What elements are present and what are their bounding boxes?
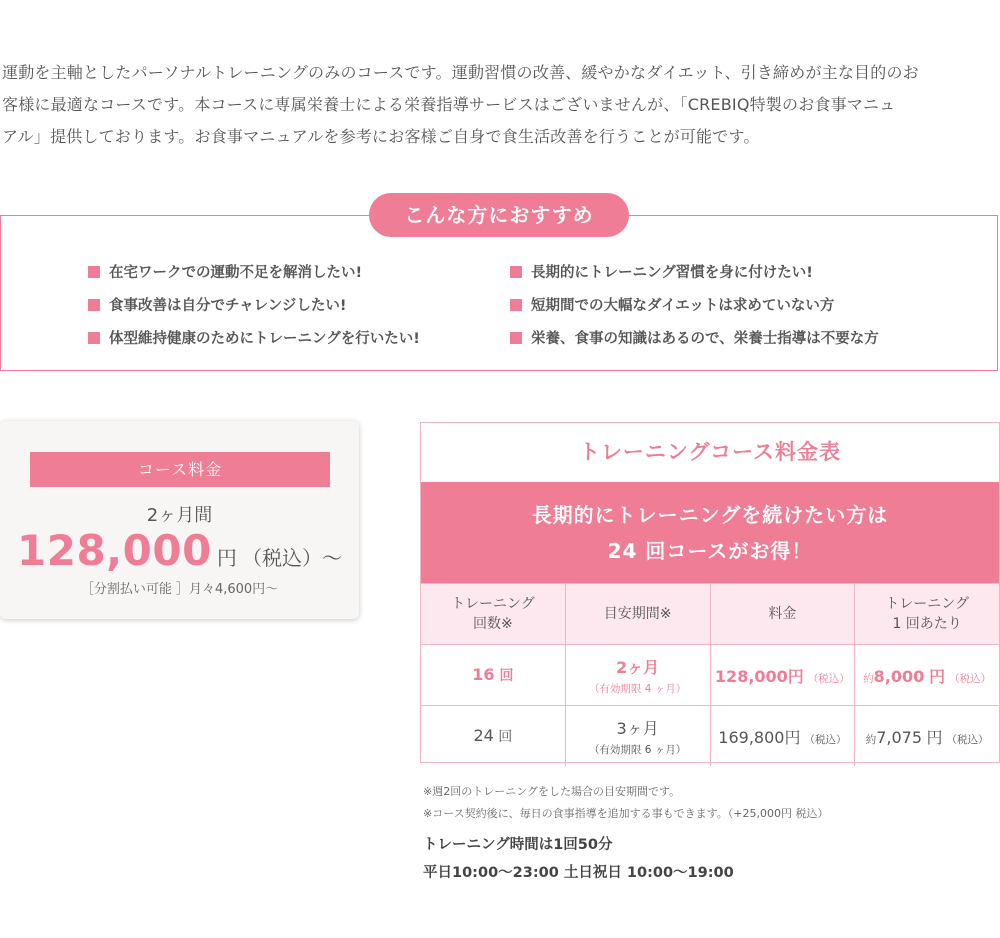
training-hours [423,831,734,887]
price-tax: （税込）〜 [241,546,342,570]
bullet-square-icon [88,266,100,278]
row-count: 24 回 [473,726,513,745]
recommend-item: 体型維持健康のためにトレーニングを行いたい! [88,321,420,354]
recommend-item: 栄養、食事の知識はあるので、栄養士指導は不要な方 [510,321,879,354]
description-line: 運動を主軸としたパーソナルトレーニングのみのコースです。運動習慣の改善、緩やかなダイエット、引き締めが主な目的のお [2,63,919,82]
table-row-24 [421,705,999,766]
recommend-list-right [510,255,879,354]
fee-table [420,422,1000,763]
bullet-square-icon [510,266,522,278]
price-card-label: コース料金 [30,452,330,487]
recommend-item: 短期間での大幅なダイエットは求めていない方 [510,288,879,321]
opening-hours: 平日10:00〜23:00 土日祝日 10:00〜19:00 [423,865,734,881]
row-price: 128,000円 （税込） [710,645,855,705]
description-line: 客様に最適なコースです。本コースに専属栄養士による栄養指導サービスはございませんが、「CREBIQ特製のお食事マニュ [2,95,896,114]
course-description [2,57,1000,153]
bullet-square-icon [510,299,522,311]
table-header-row [421,583,999,644]
recommend-item: 長期的にトレーニング習慣を身に付けたい! [510,255,879,288]
recommend-item: 在宅ワークでの運動不足を解消したい! [88,255,420,288]
table-row-16 [421,644,999,705]
bullet-square-icon [88,299,100,311]
bullet-square-icon [88,332,100,344]
header-period: 目安期間※ [565,584,710,644]
price-period: 2ヶ月間 [146,505,213,526]
footnote: ※コース契約後に、毎日の食事指導を追加する事もできます。（+25,000円 税込） [423,807,829,820]
course-price-card [0,421,359,619]
header-price: 料金 [710,584,855,644]
recommend-item: 食事改善は自分でチャレンジしたい! [88,288,420,321]
price-unit: 円 [216,546,237,570]
row-per-session: 約8,000 円 （税込） [854,645,999,705]
row-period: 3ヶ月 （有効期限 6 ヶ月） [565,706,710,766]
installment-note: ［分割払い可能 ］月々4,600円〜 [80,582,279,597]
description-line: アル」提供しております。お食事マニュアルを参考にお客様ご自身で食生活改善を行うことが可能です。 [2,127,760,146]
header-per-session: トレーニング 1 回あたり [854,584,999,644]
price-line [0,526,359,575]
footnote: ※週2回のトレーニングをした場合の目安期間です。 [423,785,681,798]
row-price: 169,800円 （税込） [710,706,855,766]
header-count: トレーニング 回数※ [451,596,535,632]
fee-table-banner [421,482,999,583]
banner-line: 24 回コースがお得！ [607,538,813,563]
row-count: 16 回 [472,665,514,684]
banner-line: 長期的にトレーニングを続けたい方は [531,502,889,527]
row-per-session: 約7,075 円 （税込） [854,706,999,766]
fee-table-title: トレーニングコース料金表 [578,440,842,464]
price-amount: 128,000 [17,526,212,575]
bullet-square-icon [510,332,522,344]
session-length: トレーニング時間は1回50分 [423,837,613,853]
recommend-list-left [88,255,420,354]
recommend-title: こんな方におすすめ [369,193,629,237]
row-period: 2ヶ月 （有効期限 4 ヶ月） [565,645,710,705]
footnotes [423,781,829,825]
